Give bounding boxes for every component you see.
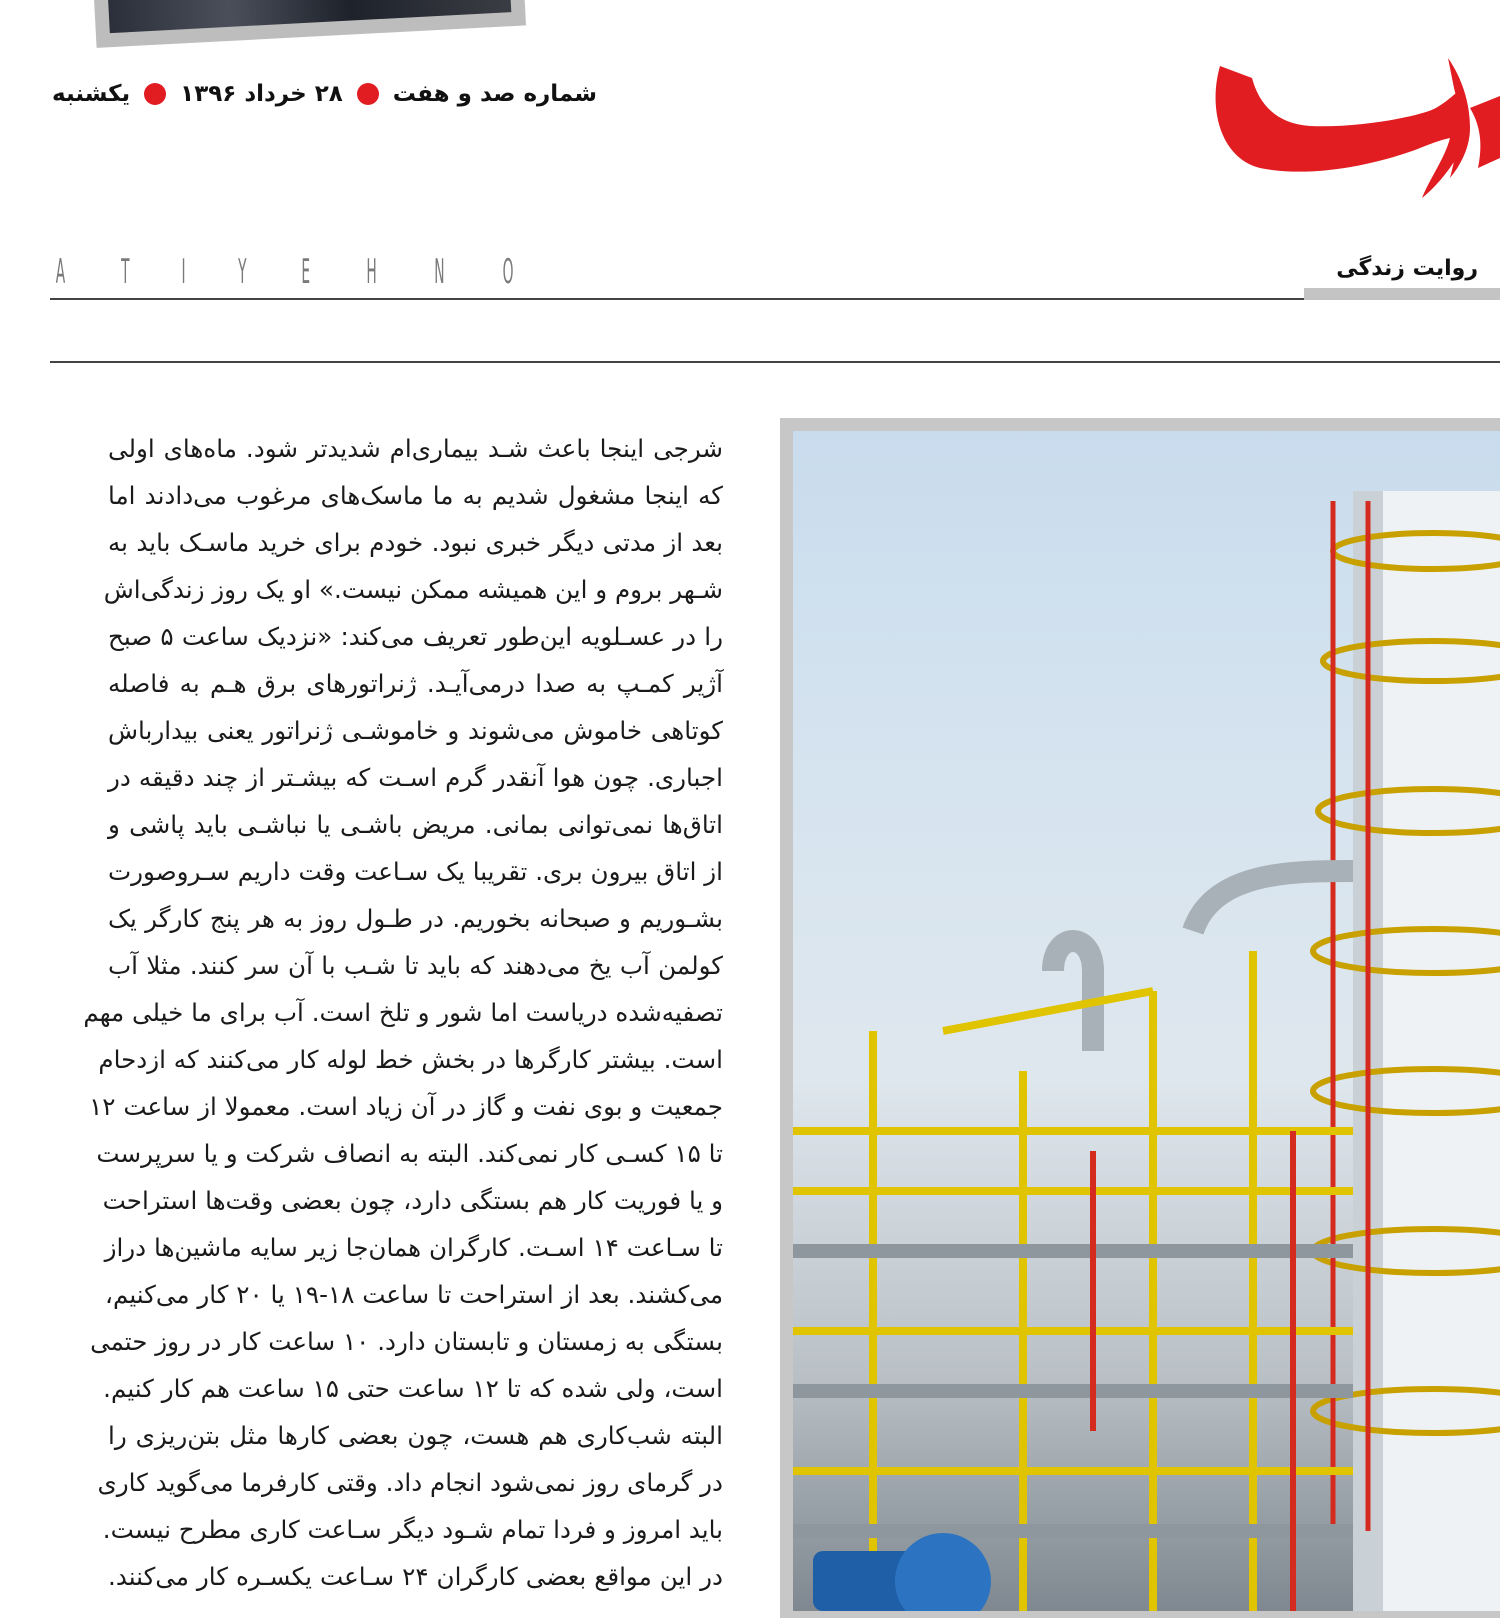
- article-line: که اینجا مشغول شدیم به ما ماسک‌های مرغوب می‌دادند اما: [108, 481, 723, 510]
- top-photo: [107, 0, 512, 33]
- article-line: در این مواقع بعضی کارگران ۲۴ سـاعت یکسـره کار می‌کنند.: [108, 1562, 723, 1591]
- masthead-letter: I: [181, 252, 186, 292]
- top-photo-frame: [92, 0, 526, 48]
- article-line: کولمن آب یخ می‌دهند که باید تا شـب با آن سر کنند. مثلا آب: [108, 951, 723, 980]
- masthead-letter: O: [502, 252, 514, 292]
- article-line: و یا فوریت کار هم بستگی دارد، چون بعضی وقت‌ها استراحت: [102, 1186, 723, 1215]
- red-dot-icon: [357, 83, 379, 105]
- masthead-rule: [50, 298, 1304, 300]
- article-line: کوتاهی خاموش می‌شوند و خاموشـی ژنراتور یعنی بیدارباش: [108, 716, 723, 745]
- section-divider: [50, 361, 1500, 363]
- article-line: البته شب‌کاری هم هست، چون بعضی کارها مثل بتن‌ریزی را: [108, 1421, 723, 1450]
- article-line: در گرمای روز نمی‌شود انجام داد. وقتی کارفرما می‌گوید کاری: [97, 1468, 723, 1497]
- article-line: بشـوریم و صبحانه بخوریم. در طـول روز به هر پنج کارگر یک: [108, 904, 723, 933]
- article-line: است. بیشتر کارگرها در بخش خط لوله کار می‌کنند که ازدحام: [98, 1045, 723, 1074]
- article-line: بعد از مدتی دیگر خبری نبود. خودم برای خرید ماسـک باید به: [108, 528, 723, 557]
- red-dot-icon: [144, 83, 166, 105]
- article-line: را در عسـلویه این‌طور تعریف می‌کند: «نزدیک ساعت ۵ صبح: [108, 622, 723, 651]
- dateline-issue: شماره صد و هفت: [392, 81, 597, 107]
- dateline-day: یکشنبه: [52, 81, 131, 107]
- hamshahri-logo: [1200, 48, 1500, 228]
- masthead-grey-bar: [1304, 288, 1500, 300]
- masthead-letter: E: [301, 252, 311, 292]
- article-line: جمعیت و بوی نفت و گاز در آن زیاد است. معمولا از ساعت ۱۲: [89, 1092, 723, 1121]
- article-line: تا سـاعت ۱۴ اسـت. کارگران همان‌جا زیر سایه ماشین‌ها دراز: [104, 1233, 723, 1262]
- masthead-letter: A: [55, 252, 66, 292]
- refinery-photo: [793, 431, 1500, 1611]
- article-line: تا ۱۵ کسـی کار نمی‌کند. البته به انصاف شرکت و یا سرپرست: [96, 1139, 723, 1168]
- refinery-illustration: [793, 431, 1500, 1611]
- dateline: [52, 74, 597, 114]
- masthead-letter: T: [120, 252, 130, 292]
- article-line: می‌کشند. بعد از استراحت تا ساعت ۱۸-۱۹ یا ۲۰ کار می‌کنیم،: [105, 1280, 723, 1309]
- masthead-letters: [50, 252, 520, 292]
- article-line: است، ولی شده که تا ۱۲ ساعت حتی ۱۵ ساعت هم کار کنیم.: [103, 1374, 723, 1403]
- logo-tagline: روایت زندگی: [1336, 256, 1478, 281]
- article-line: اتاق‌ها نمی‌توانی بمانی. مریض باشـی یا نباشـی باید پاشی و: [108, 810, 723, 839]
- article-body: [83, 425, 723, 1600]
- article-line: تصفیه‌شده دریاست اما شور و تلخ است. آب برای ما خیلی مهم: [83, 998, 723, 1027]
- masthead-letter: Y: [238, 252, 247, 292]
- article-line: بستگی به زمستان و تابستان دارد. ۱۰ ساعت کار در روز حتمی: [90, 1327, 723, 1356]
- masthead-letter: N: [434, 252, 445, 292]
- article-line: آژیر کمـپ به صدا درمی‌آیـد. ژنراتورهای برق هـم به فاصله: [108, 669, 723, 698]
- article-line: باید امروز و فردا تمام شـود دیگر سـاعت کاری مطرح نیست.: [102, 1515, 723, 1544]
- article-line: شرجی اینجا باعث شـد بیماری‌ام شدیدتر شود. ماه‌های اولی: [108, 434, 723, 463]
- article-line: اجباری. چون هوا آنقدر گرم اسـت که بیشـتر از چند دقیقه در: [108, 763, 723, 792]
- dateline-date: ۲۸ خرداد ۱۳۹۶: [180, 81, 343, 107]
- article-line: از اتاق بیرون بری. تقریبا یک سـاعت وقت داریم سـروصورت: [108, 857, 723, 886]
- masthead-letter: H: [366, 252, 378, 292]
- article-line: شـهر بروم و این همیشه ممکن نیست.» او یک روز زندگی‌اش: [103, 575, 723, 604]
